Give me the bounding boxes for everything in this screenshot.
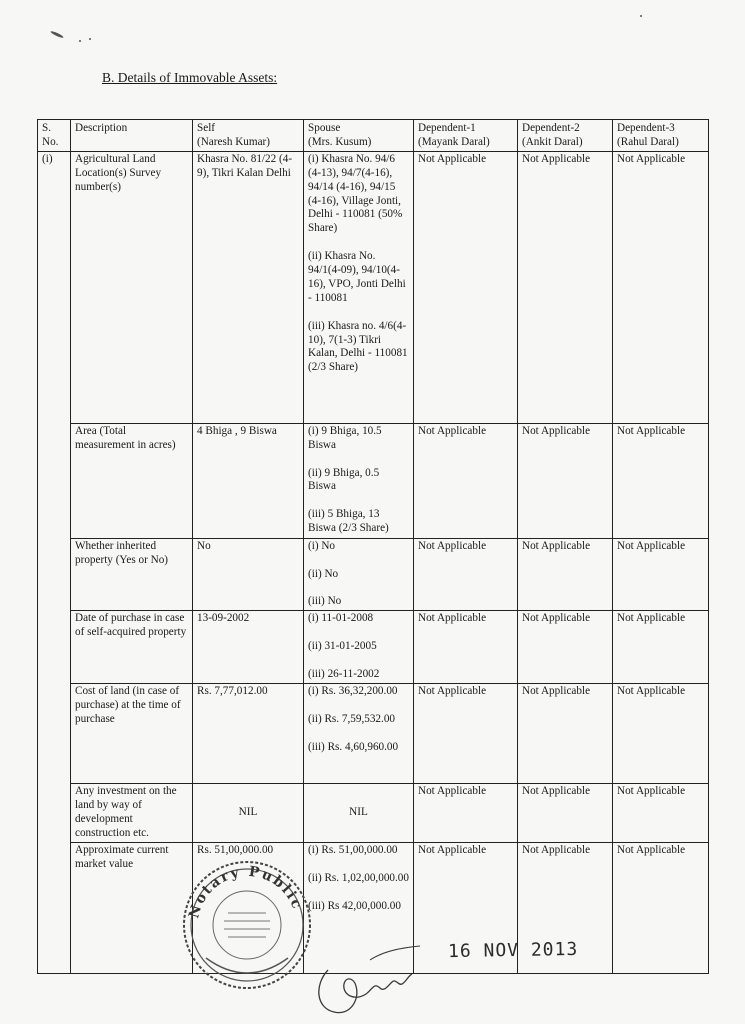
row-dep3-value: Not Applicable [613,684,709,784]
row-dep2-value: Not Applicable [518,611,613,684]
row-dep1-value: Not Applicable [414,611,518,684]
row-dep3-value: Not Applicable [613,423,709,538]
row-dep1-value: Not Applicable [414,684,518,784]
row-self-value: 13-09-2002 [193,611,304,684]
spouse-item: (iii) Rs. 4,60,960.00 [308,740,399,753]
row-dep2-value: Not Applicable [518,684,613,784]
header-dependent-3 [613,120,709,152]
header-self [193,120,304,152]
row-description: Whether inherited property (Yes or No) [71,538,193,611]
spouse-item: (iii) No [308,595,342,608]
row-dep2-value: Not Applicable [518,538,613,611]
header-spouse-name: (Mrs. Kusum) [308,135,372,148]
header-dependent-2 [518,120,613,152]
scan-speck [640,15,642,17]
notary-seal-stamp [180,858,314,992]
row-self-value: NIL [193,784,304,843]
header-sno: S. No. [38,120,71,152]
header-dep3-name: (Rahul Daral) [617,135,679,148]
header-dep2-label: Dependent-2 [522,122,580,134]
spouse-item: (ii) Rs. 1,02,00,000.00 [308,872,409,885]
spouse-item: (ii) No [308,567,339,580]
row-self-value: 4 Bhiga , 9 Biswa [193,423,304,538]
spouse-item: (ii) 9 Bhiga, 0.5 Biswa [308,466,380,493]
section-number: (i) [38,151,71,974]
table-row [38,611,709,684]
spouse-item: (i) 9 Bhiga, 10.5 Biswa [308,424,382,451]
row-dep2-value: Not Applicable [518,843,613,974]
row-dep3-value: Not Applicable [613,784,709,843]
row-dep3-value: Not Applicable [613,151,709,423]
row-spouse-value [304,684,414,784]
spouse-item: (iii) Khasra no. 4/6(4-10), 7(1-3) Tikri Kalan, Delhi - 110081 (2/3 Share) [308,319,408,374]
row-dep2-value: Not Applicable [518,423,613,538]
spouse-item: (i) Rs. 36,32,200.00 [308,685,398,698]
row-spouse-value [304,611,414,684]
row-dep3-value: Not Applicable [613,538,709,611]
header-dep1-name: (Mayank Daral) [418,135,490,148]
header-spouse-label: Spouse [308,122,341,134]
header-self-label: Self [197,122,216,134]
scan-speck [79,40,81,42]
row-self-value: Rs. 51,00,000.00 [193,843,304,974]
row-dep3-value: Not Applicable [613,611,709,684]
table-row [38,423,709,538]
row-self-value: Rs. 7,77,012.00 [193,684,304,784]
immovable-assets-table [37,119,709,974]
header-description: Description [71,120,193,152]
row-spouse-value [304,151,414,423]
row-dep1-value: Not Applicable [414,843,518,974]
row-dep2-value: Not Applicable [518,784,613,843]
row-dep1-value: Not Applicable [414,423,518,538]
row-spouse-value [304,538,414,611]
spouse-item: (i) No [308,539,336,552]
spouse-item: (iii) Rs 42,00,000.00 [308,899,401,912]
spouse-item: (i) Rs. 51,00,000.00 [308,844,398,857]
table-row [38,538,709,611]
header-spouse [304,120,414,152]
table-row [38,784,709,843]
row-spouse-value [304,423,414,538]
header-self-name: (Naresh Kumar) [197,135,270,148]
section-heading: B. Details of Immovable Assets: [102,70,278,85]
scan-speck [89,38,91,40]
row-spouse-value: NIL [304,784,414,843]
spouse-item: (i) 11-01-2008 [308,612,374,625]
row-description: Cost of land (in case of purchase) at the time of purchase [71,684,193,784]
row-description: Agricultural Land Location(s) Survey number(s) [71,151,193,423]
header-dep2-name: (Ankit Daral) [522,135,583,148]
table-header-row [38,120,709,152]
row-dep2-value: Not Applicable [518,151,613,423]
row-self-value: Khasra No. 81/22 (4-9), Tikri Kalan Delhi [193,151,304,423]
spouse-item: (ii) Khasra No. 94/1(4-09), 94/10(4-16), VPO, Jonti Delhi - 110081 [308,250,406,304]
spouse-item: (i) Khasra No. 94/6 (4-13), 94/7(4-16), 94/14 (4-16), 94/15 (4-16), Village Jonti, Delhi - 110081 (50% Share) [308,152,403,235]
date-stamp: 16 NOV 2013 [447,938,579,963]
row-description: Any investment on the land by way of development construction etc. [71,784,193,843]
spouse-item: (ii) Rs. 7,59,532.00 [308,713,396,726]
row-dep3-value: Not Applicable [613,843,709,974]
row-description: Date of purchase in case of self-acquired property [71,611,193,684]
spouse-item: (ii) 31-01-2005 [308,640,377,653]
spouse-item: (iii) 5 Bhiga, 13 Biswa (2/3 Share) [308,508,389,535]
header-dep3-label: Dependent-3 [617,122,675,134]
scan-speck [50,30,64,39]
header-dep1-label: Dependent-1 [418,122,476,134]
row-description: Area (Total measurement in acres) [71,423,193,538]
signature [310,930,430,1020]
row-description: Approximate current market value [71,843,193,974]
table-row [38,684,709,784]
row-dep1-value: Not Applicable [414,538,518,611]
table-row [38,151,709,423]
row-dep1-value: Not Applicable [414,151,518,423]
row-self-value: No [193,538,304,611]
svg-text:Notary Public [186,864,305,920]
header-dependent-1 [414,120,518,152]
seal-text: Notary Public [186,863,306,921]
row-dep1-value: Not Applicable [414,784,518,843]
spouse-item: (iii) 26-11-2002 [308,667,380,680]
